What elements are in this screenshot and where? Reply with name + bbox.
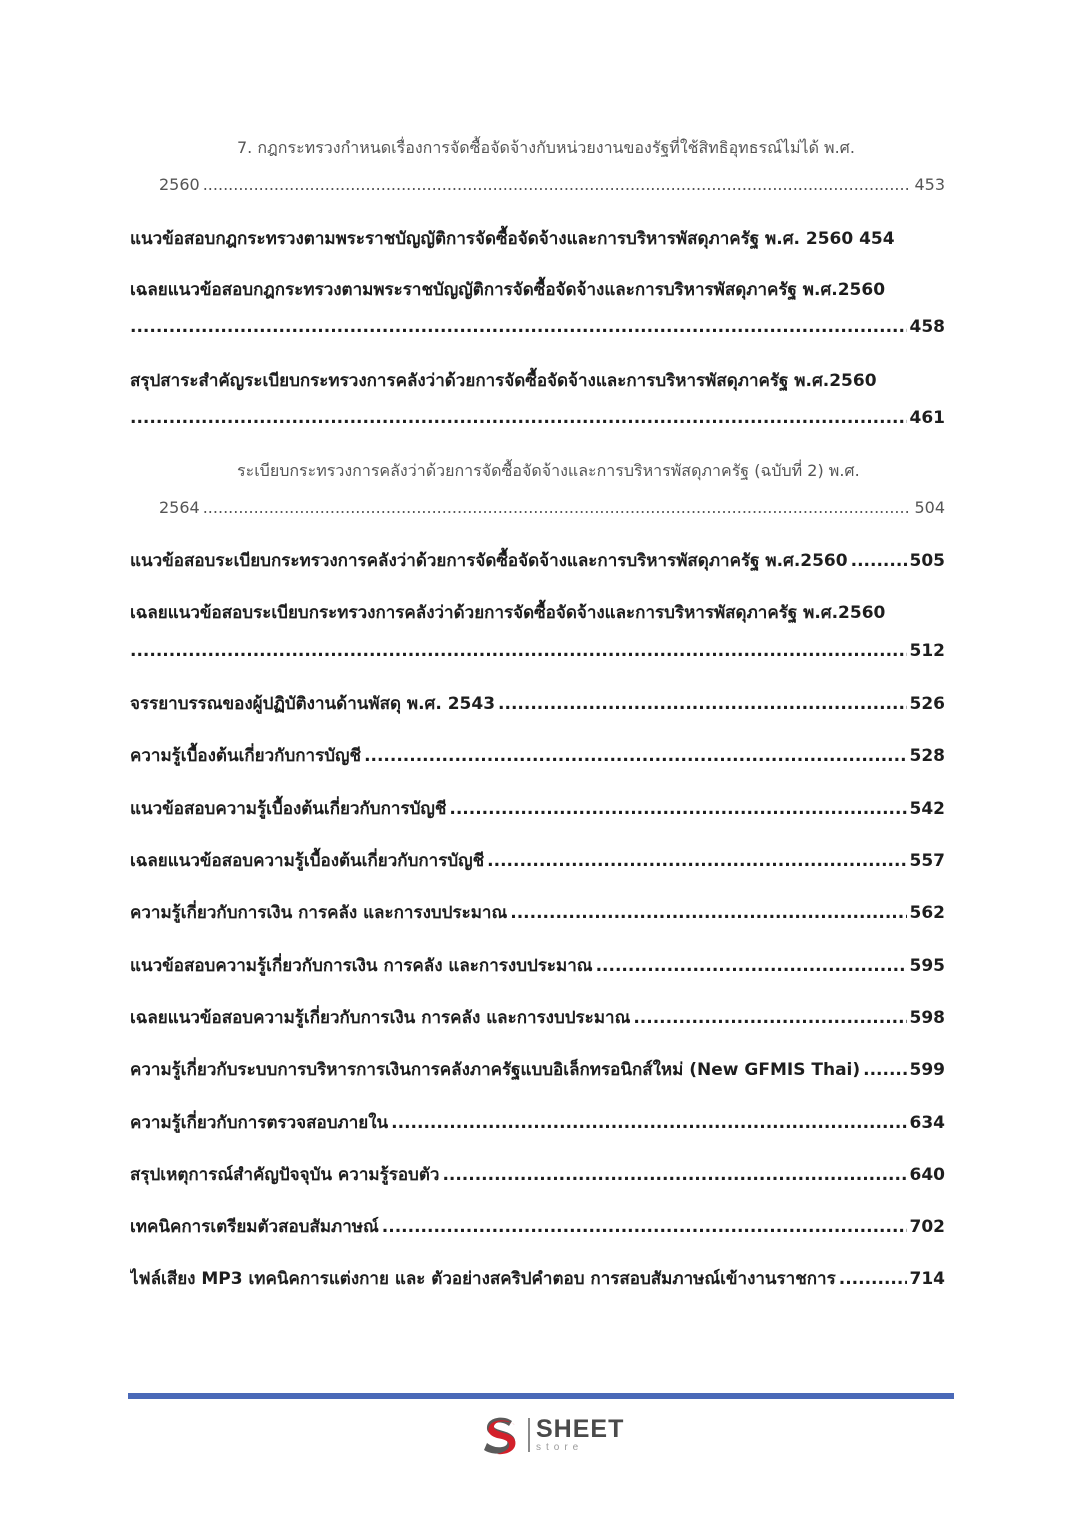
- toc-leader-dots: [391, 1108, 906, 1138]
- toc-leader-dots: [382, 1212, 907, 1242]
- toc-entry[interactable]: [130, 1264, 945, 1294]
- toc-leader-dots: [498, 689, 906, 719]
- toc-page-number: 599: [909, 1060, 945, 1080]
- toc-page-number: 598: [909, 1008, 945, 1028]
- toc-entry-title: 2564: [159, 498, 200, 517]
- toc-page-number: 634: [909, 1113, 945, 1133]
- toc-entry-title: สรุปเหตุการณ์สำคัญปัจจุบัน ความรู้รอบตัว: [130, 1165, 440, 1185]
- toc-entry[interactable]: [130, 1108, 945, 1138]
- toc-entry[interactable]: [130, 951, 945, 981]
- toc-page-number: 542: [909, 799, 945, 819]
- toc-entry[interactable]: [130, 366, 945, 396]
- sheet-store-logo: [478, 1411, 624, 1459]
- toc-entry-title: ระเบียบกระทรวงการคลังว่าด้วยการจัดซื้อจัดจ้างและการบริหารพัสดุภาครัฐ (ฉบับที่ 2) พ.ศ.: [237, 461, 860, 480]
- toc-leader-dots: [130, 312, 907, 342]
- toc-leader-dots: [130, 636, 907, 666]
- toc-page-number: 595: [909, 956, 945, 976]
- toc-leader-dots: [863, 1055, 906, 1085]
- toc-entry[interactable]: [130, 846, 945, 876]
- toc-entry-title: ความรู้เกี่ยวกับระบบการบริหารการเงินการคลังภาครัฐแบบอิเล็กทรอนิกส์ใหม่ (New GFMIS Thai): [130, 1060, 861, 1080]
- toc-page-number: 557: [909, 851, 945, 871]
- toc-entry-title: เฉลยแนวข้อสอบความรู้เบื้องต้นเกี่ยวกับการบัญชี: [130, 851, 485, 871]
- logo-subword: store: [536, 1442, 584, 1453]
- toc-entry[interactable]: [237, 133, 945, 163]
- toc-entry-title: เฉลยแนวข้อสอบความรู้เกี่ยวกับการเงิน การคลัง และการงบประมาณ: [130, 1008, 631, 1028]
- toc-entry[interactable]: [130, 898, 945, 928]
- toc-entry-title: แนวข้อสอบระเบียบกระทรวงการคลังว่าด้วยการจัดซื้อจัดจ้างและการบริหารพัสดุภาครัฐ พ.ศ.2560: [130, 551, 848, 571]
- toc-entry-title: เฉลยแนวข้อสอบระเบียบกระทรวงการคลังว่าด้วยการจัดซื้อจัดจ้างและการบริหารพัสดุภาครัฐ พ.ศ.2560: [130, 603, 886, 623]
- toc-entry[interactable]: [130, 312, 945, 342]
- toc-leader-dots: [633, 1003, 906, 1033]
- logo-word: SHEET: [536, 1415, 625, 1443]
- toc-entry-title: เฉลยแนวข้อสอบกฎกระทรวงตามพระราชบัญญัติการจัดซื้อจัดจ้างและการบริหารพัสดุภาครัฐ พ.ศ.2560: [130, 280, 886, 300]
- toc-entry[interactable]: [159, 170, 945, 200]
- toc-entry-title: เทคนิคการเตรียมตัวสอบสัมภาษณ์: [130, 1217, 379, 1237]
- toc-leader-dots: [203, 170, 912, 200]
- toc-leader-dots: [510, 898, 906, 928]
- toc-entry[interactable]: [130, 689, 945, 719]
- toc-entry[interactable]: [159, 493, 945, 523]
- toc-entry[interactable]: [130, 1055, 945, 1085]
- toc-leader-dots: [449, 794, 906, 824]
- toc-page-number: 461: [909, 408, 945, 428]
- toc-entry-title: ความรู้เกี่ยวกับการเงิน การคลัง และการงบประมาณ: [130, 903, 508, 923]
- toc-entry[interactable]: [130, 636, 945, 666]
- footer-rule: [128, 1393, 954, 1399]
- toc-page-number: 640: [909, 1165, 945, 1185]
- toc-page-number: 714: [909, 1269, 945, 1289]
- toc-entry-title: 7. กฎกระทรวงกำหนดเรื่องการจัดซื้อจัดจ้างกับหน่วยงานของรัฐที่ใช้สิทธิอุทธรณ์ไม่ได้ พ.ศ.: [237, 138, 855, 157]
- toc-leader-dots: [203, 493, 912, 523]
- toc-entry[interactable]: [130, 546, 945, 576]
- toc-entry-title: สรุปสาระสำคัญระเบียบกระทรวงการคลังว่าด้วยการจัดซื้อจัดจ้างและการบริหารพัสดุภาครัฐ พ.ศ.2560: [130, 371, 877, 391]
- toc-entry[interactable]: [130, 1003, 945, 1033]
- toc-entry-title: ไฟล์เสียง MP3 เทคนิคการแต่งกาย และ ตัวอย่างสคริปคำตอบ การสอบสัมภาษณ์เข้างานราชการ: [130, 1269, 836, 1289]
- logo-text: [536, 1417, 624, 1453]
- toc-page-number: 528: [909, 746, 945, 766]
- toc-leader-dots: [364, 741, 906, 771]
- toc-entry-title: แนวข้อสอบความรู้เบื้องต้นเกี่ยวกับการบัญชี: [130, 799, 447, 819]
- toc-entry-title: แนวข้อสอบความรู้เกี่ยวกับการเงิน การคลัง และการงบประมาณ: [130, 956, 593, 976]
- toc-leader-dots: [839, 1264, 907, 1294]
- toc-page-number: 505: [909, 551, 945, 571]
- toc-entry[interactable]: [130, 275, 945, 305]
- toc-leader-dots: [487, 846, 906, 876]
- toc-entry-title: ความรู้เบื้องต้นเกี่ยวกับการบัญชี: [130, 746, 362, 766]
- toc-leader-dots: [442, 1160, 906, 1190]
- toc-page-number: 562: [909, 903, 945, 923]
- toc-entry[interactable]: [130, 794, 945, 824]
- toc-entry[interactable]: [130, 598, 945, 628]
- toc-page-number: 512: [909, 641, 945, 661]
- sheet-store-logo-icon: [478, 1413, 522, 1457]
- toc-page-number: 458: [909, 317, 945, 337]
- toc-entry[interactable]: [130, 741, 945, 771]
- toc-leader-dots: [596, 951, 907, 981]
- toc-leader-dots: [130, 403, 907, 433]
- toc-entry[interactable]: [130, 403, 945, 433]
- toc-entry-title: แนวข้อสอบกฎกระทรวงตามพระราชบัญญัติการจัดซื้อจัดจ้างและการบริหารพัสดุภาครัฐ พ.ศ. 2560 454: [130, 229, 895, 249]
- toc-entry[interactable]: [130, 224, 945, 254]
- toc-entry[interactable]: [237, 456, 945, 486]
- toc-entry[interactable]: [130, 1160, 945, 1190]
- toc-page-number: 526: [909, 694, 945, 714]
- toc-entry-title: จรรยาบรรณของผู้ปฏิบัติงานด้านพัสดุ พ.ศ. 2543: [130, 694, 496, 714]
- toc-leader-dots: [851, 546, 907, 576]
- toc-page-number: 504: [914, 498, 945, 517]
- toc-page-number: 453: [914, 175, 945, 194]
- toc-entry-title: 2560: [159, 175, 200, 194]
- toc-entry[interactable]: [130, 1212, 945, 1242]
- toc-entry-title: ความรู้เกี่ยวกับการตรวจสอบภายใน: [130, 1113, 389, 1133]
- toc-page-number: 702: [909, 1217, 945, 1237]
- logo-separator: [528, 1418, 530, 1452]
